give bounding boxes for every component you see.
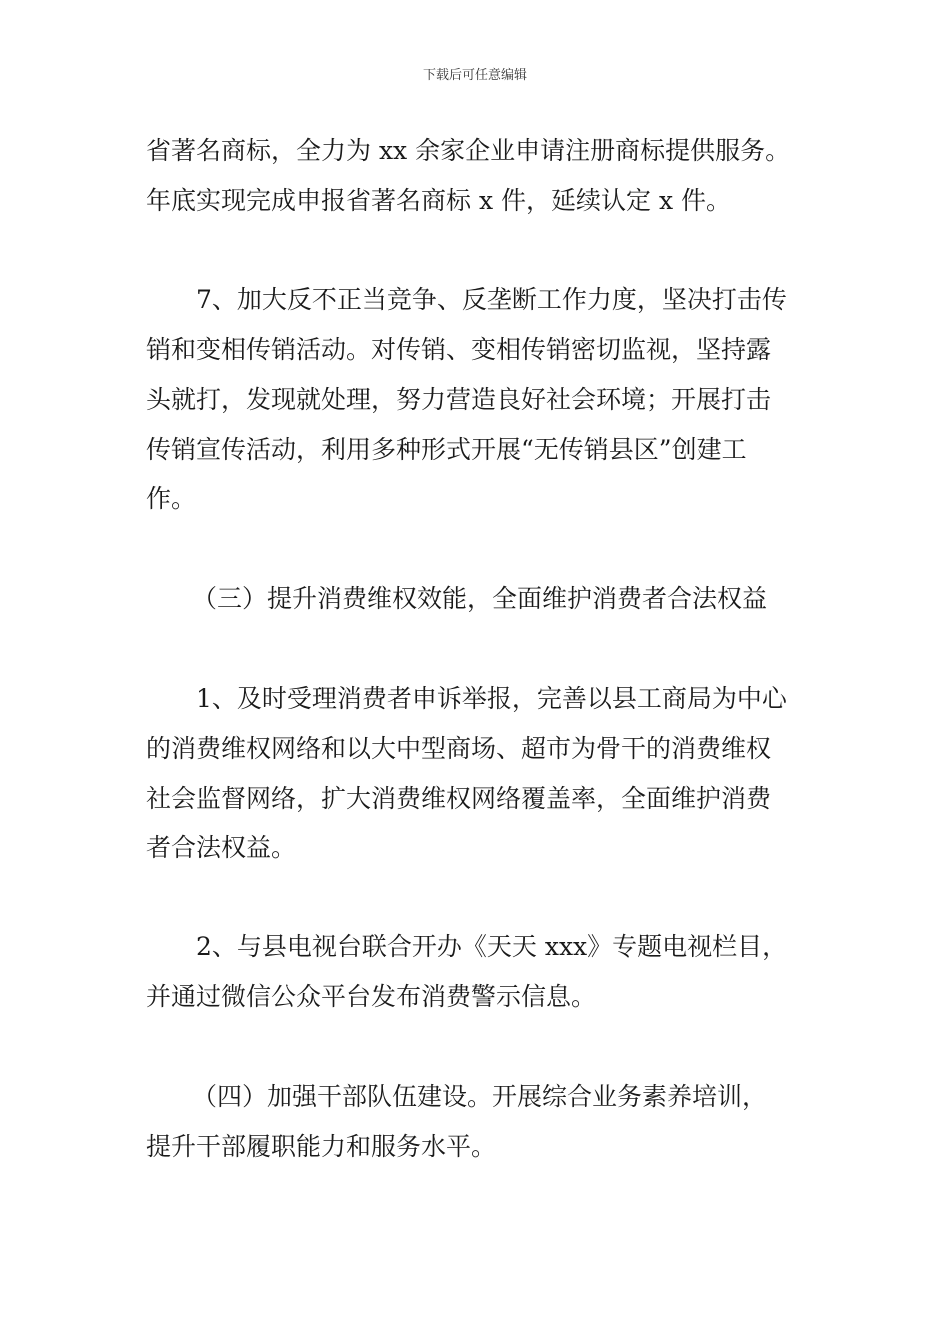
- page-header-note: 下载后可任意编辑: [422, 68, 527, 83]
- text-line: 社会监督网络，扩大消费维权网络覆盖率，全面维护消费: [146, 784, 772, 813]
- section-heading: （三）提升消费维权效能，全面维护消费者合法权益: [192, 584, 768, 613]
- text-line: 的消费维权网络和以大中型商场、超市为骨干的消费维权: [146, 734, 772, 763]
- text-line: 省著名商标，全力为 xx 余家企业申请注册商标提供服务。: [146, 136, 791, 165]
- text-line: 作。: [146, 484, 197, 513]
- text-line: 7、加大反不正当竞争、反垄断工作力度，坚决打击传: [196, 285, 787, 314]
- text-line: 传销宣传活动，利用多种形式开展“无传销县区”创建工: [146, 435, 747, 464]
- text-line: 头就打，发现就处理，努力营造良好社会环境；开展打击: [146, 385, 772, 414]
- text-line: （四）加强干部队伍建设。开展综合业务素养培训，: [192, 1082, 768, 1111]
- text-line: 2、与县电视台联合开办《天天 xxx》专题电视栏目，: [196, 932, 788, 961]
- text-line: 者合法权益。: [146, 833, 297, 862]
- text-line: 销和变相传销活动。对传销、变相传销密切监视，坚持露: [146, 335, 772, 364]
- text-line: 提升干部履职能力和服务水平。: [146, 1132, 497, 1161]
- text-line: 1、及时受理消费者申诉举报，完善以县工商局为中心: [196, 684, 787, 713]
- text-line: 年底实现完成申报省著名商标 x 件，延续认定 x 件。: [146, 186, 731, 215]
- text-line: 并通过微信公众平台发布消费警示信息。: [146, 982, 597, 1011]
